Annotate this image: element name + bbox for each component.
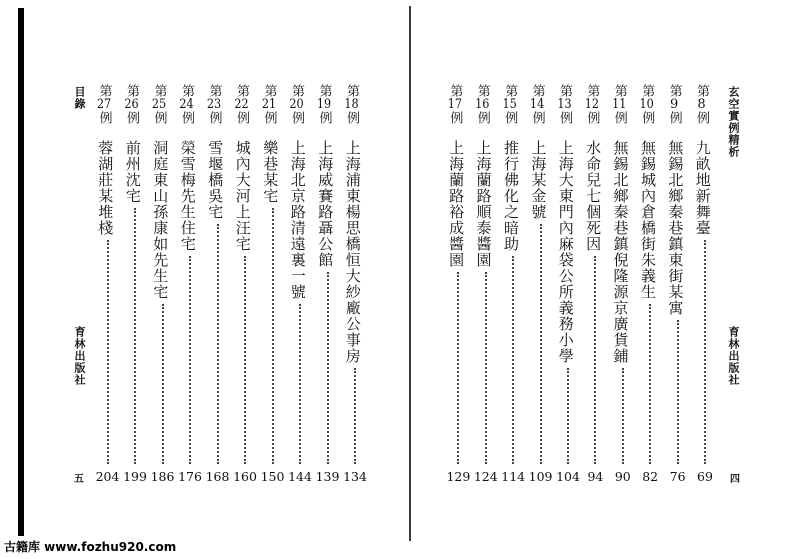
toc-page-number: 144 bbox=[288, 469, 312, 484]
toc-title: 上海浦東楊思橋恒大紗廠公事房 bbox=[343, 140, 362, 364]
toc-case-number: 第11例 bbox=[611, 84, 627, 125]
left-page-header: 目錄 bbox=[73, 86, 86, 110]
toc-case-number: 第12例 bbox=[584, 84, 600, 125]
toc-leader-dots bbox=[354, 368, 356, 464]
toc-case-number: 第8例 bbox=[694, 84, 709, 125]
toc-page-number: 124 bbox=[473, 469, 498, 484]
toc-leader-dots bbox=[485, 272, 487, 464]
toc-page-number: 82 bbox=[642, 469, 659, 484]
toc-leader-dots bbox=[540, 224, 542, 464]
toc-leader-dots bbox=[567, 368, 569, 464]
toc-case-number: 第27例 bbox=[96, 84, 112, 125]
toc-case-number: 第17例 bbox=[447, 84, 463, 125]
toc-leader-dots bbox=[457, 272, 459, 464]
toc-title: 榮雪梅先生住宅 bbox=[178, 140, 197, 252]
toc-title: 上海蘭路順泰醬園 bbox=[474, 140, 493, 268]
toc-entry[interactable] bbox=[557, 84, 579, 484]
toc-leader-dots bbox=[189, 256, 191, 464]
toc-page-number: 114 bbox=[501, 469, 526, 484]
toc-leader-dots bbox=[704, 240, 706, 464]
toc-title: 蓉湖莊某堆棧 bbox=[96, 140, 115, 236]
toc-entry[interactable] bbox=[234, 84, 256, 484]
left-page bbox=[30, 0, 408, 559]
toc-entry[interactable] bbox=[502, 84, 524, 484]
toc-entry[interactable] bbox=[694, 84, 716, 484]
toc-page-number: 69 bbox=[697, 469, 713, 484]
toc-leader-dots bbox=[107, 240, 109, 464]
right-page-header: 玄空實例精析 bbox=[727, 86, 740, 158]
toc-title: 前州沈宅 bbox=[123, 140, 142, 204]
toc-title: 九畝地新舞臺 bbox=[693, 140, 712, 236]
toc-title: 水命兒七個死因 bbox=[584, 140, 603, 252]
toc-page-number: 109 bbox=[528, 469, 553, 484]
toc-leader-dots bbox=[594, 256, 596, 464]
toc-entry[interactable] bbox=[344, 84, 366, 484]
toc-case-number: 第15例 bbox=[502, 84, 518, 125]
toc-page-number: 150 bbox=[260, 469, 285, 484]
toc-leader-dots bbox=[217, 224, 219, 464]
toc-title: 上海某金號 bbox=[529, 140, 548, 220]
toc-leader-dots bbox=[649, 304, 651, 464]
toc-page-number: 139 bbox=[315, 469, 340, 484]
toc-page-number: 129 bbox=[446, 469, 471, 484]
toc-entry[interactable] bbox=[179, 84, 201, 484]
toc-entry[interactable] bbox=[317, 84, 339, 484]
toc-title: 樂巷某宅 bbox=[261, 140, 280, 204]
toc-title: 上海威賽路聶公館 bbox=[316, 140, 335, 268]
toc-case-number: 第10例 bbox=[639, 84, 655, 125]
toc-entry[interactable] bbox=[475, 84, 497, 484]
toc-leader-dots bbox=[677, 320, 679, 464]
left-page-number: 五 bbox=[74, 474, 84, 485]
toc-title: 無錫北鄉秦巷鎮倪隆源京廣貨鋪 bbox=[611, 140, 630, 364]
toc-entry[interactable] bbox=[97, 84, 119, 484]
toc-entry[interactable] bbox=[447, 84, 469, 484]
toc-case-number: 第26例 bbox=[124, 84, 139, 125]
toc-case-number: 第18例 bbox=[344, 84, 359, 125]
left-page-publisher: 育林出版社 bbox=[73, 326, 86, 386]
toc-case-number: 第22例 bbox=[234, 84, 249, 125]
toc-entry[interactable] bbox=[152, 84, 174, 484]
toc-page-number: 134 bbox=[343, 469, 367, 484]
toc-page-number: 176 bbox=[178, 469, 202, 484]
toc-entry[interactable] bbox=[207, 84, 229, 484]
toc-case-number: 第19例 bbox=[316, 84, 332, 125]
toc-case-number: 第24例 bbox=[179, 84, 194, 125]
toc-title: 雪堰橋吳宅 bbox=[206, 140, 225, 220]
toc-page-number: 168 bbox=[205, 469, 230, 484]
toc-title: 無錫城內倉橋街朱義生 bbox=[638, 140, 657, 300]
toc-title: 上海大東門內麻袋公所義務小學 bbox=[556, 140, 575, 364]
toc-case-number: 第23例 bbox=[206, 84, 222, 125]
toc-page-number: 199 bbox=[123, 469, 147, 484]
toc-page-number: 204 bbox=[95, 469, 120, 484]
toc-page-number: 160 bbox=[233, 469, 257, 484]
toc-page-number: 94 bbox=[587, 469, 604, 484]
toc-entry[interactable] bbox=[289, 84, 311, 484]
toc-leader-dots bbox=[299, 304, 301, 464]
book-binding-edge bbox=[18, 8, 24, 536]
right-page bbox=[412, 0, 793, 559]
right-page-number: 四 bbox=[730, 474, 740, 485]
toc-leader-dots bbox=[244, 256, 246, 464]
toc-leader-dots bbox=[272, 208, 274, 464]
toc-leader-dots bbox=[512, 256, 514, 464]
toc-case-number: 第13例 bbox=[557, 84, 572, 125]
toc-title: 上海蘭路裕成醬園 bbox=[447, 140, 466, 268]
toc-leader-dots bbox=[327, 272, 329, 464]
toc-title: 上海北京路清遠裏一號 bbox=[288, 140, 307, 300]
toc-entry[interactable] bbox=[262, 84, 284, 484]
toc-case-number: 第25例 bbox=[151, 84, 167, 125]
toc-case-number: 第14例 bbox=[529, 84, 545, 125]
toc-entry[interactable] bbox=[667, 84, 689, 484]
toc-entry[interactable] bbox=[639, 84, 661, 484]
right-page-publisher: 育林出版社 bbox=[727, 326, 740, 386]
toc-title: 推行佛化之暗助 bbox=[501, 140, 520, 252]
toc-leader-dots bbox=[162, 304, 164, 464]
toc-title: 洞庭東山孫康如先生宅 bbox=[151, 140, 170, 300]
toc-entry[interactable] bbox=[612, 84, 634, 484]
toc-entry[interactable] bbox=[530, 84, 552, 484]
toc-entry[interactable] bbox=[584, 84, 606, 484]
toc-title: 無錫北鄉秦巷鎮東街某寓 bbox=[666, 140, 685, 316]
toc-case-number: 第16例 bbox=[474, 84, 490, 125]
toc-page-number: 186 bbox=[150, 469, 175, 484]
toc-case-number: 第21例 bbox=[261, 84, 277, 125]
toc-leader-dots bbox=[134, 208, 136, 464]
page-fold-line bbox=[409, 6, 411, 541]
toc-leader-dots bbox=[622, 368, 624, 464]
toc-page-number: 76 bbox=[669, 469, 686, 484]
toc-title: 城內大河上汪宅 bbox=[233, 140, 252, 252]
toc-case-number: 第20例 bbox=[289, 84, 304, 125]
toc-case-number: 第9例 bbox=[666, 84, 682, 125]
watermark-footer: 古籍库 www.fozhu920.com bbox=[4, 540, 177, 554]
toc-page-number: 104 bbox=[556, 469, 580, 484]
toc-page-number: 90 bbox=[614, 469, 631, 484]
toc-entry[interactable] bbox=[124, 84, 146, 484]
